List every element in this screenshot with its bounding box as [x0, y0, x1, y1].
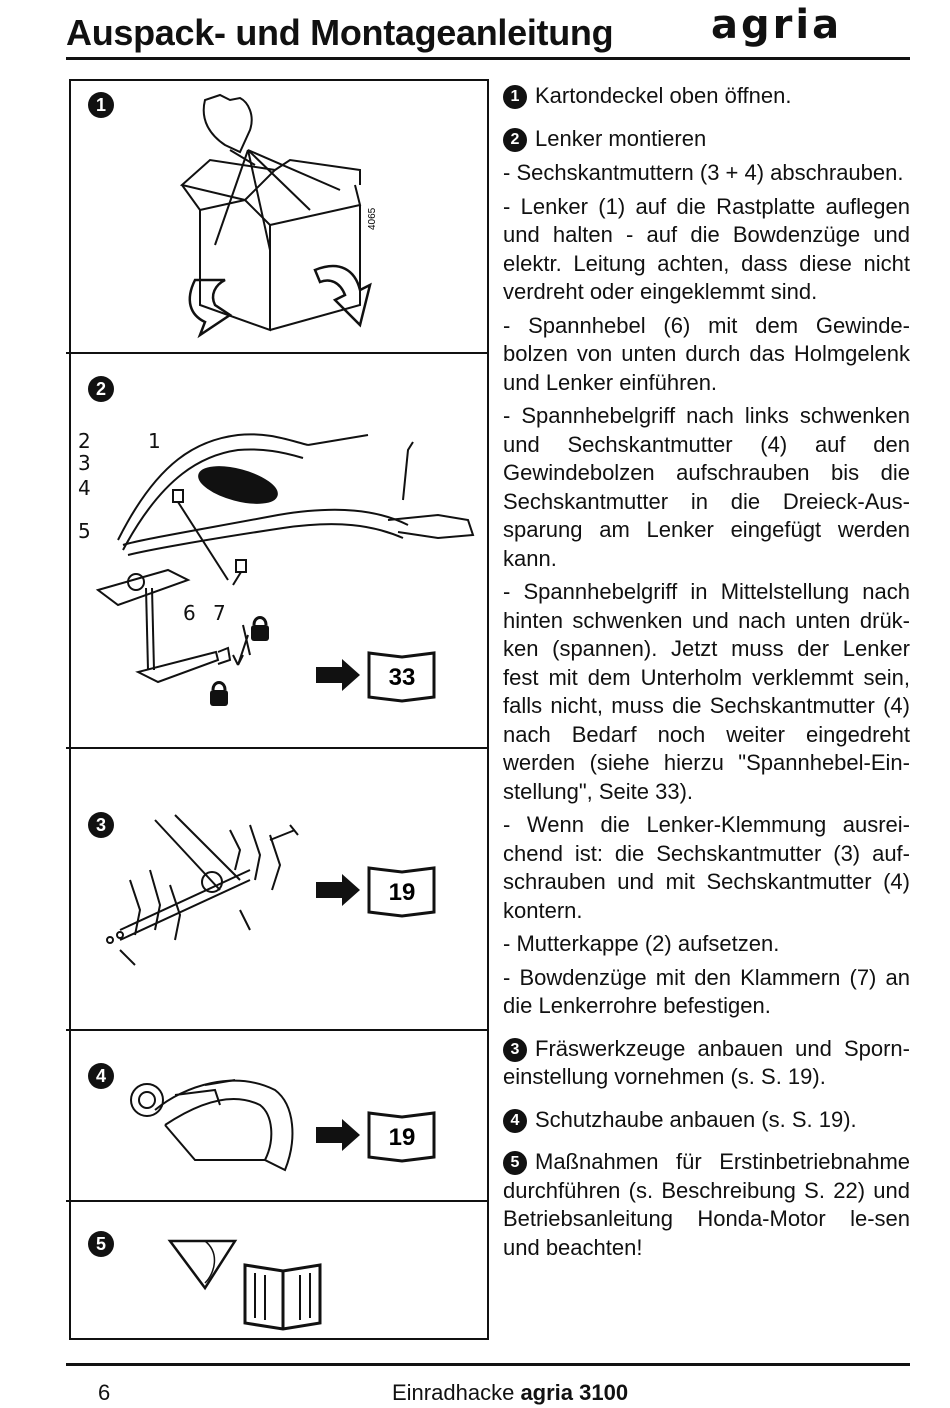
book-page-number: 19: [388, 879, 416, 906]
footer-prefix: Einradhacke: [392, 1380, 515, 1405]
step-2-item: - Spannhebel (6) mit dem Gewinde-bolzen von unten durch das Holmgelenk und Lenker einführen.: [503, 312, 910, 395]
step-5: [503, 1148, 910, 1262]
lock-closed-icon: [210, 683, 228, 707]
figure-divider: [66, 1200, 489, 1202]
step-2-item: - Mutterkappe (2) aufsetzen.: [503, 931, 780, 956]
footer-product-name: agria 3100: [520, 1380, 629, 1405]
book-reference-icon: [314, 860, 444, 920]
part-label: 6: [183, 601, 196, 625]
part-label: 5: [78, 519, 91, 543]
part-label: 4: [78, 476, 91, 500]
part-label: 3: [78, 451, 91, 475]
figure-number-1: 1: [88, 92, 114, 118]
figure-divider: [66, 352, 489, 354]
part-label: 2: [78, 429, 91, 453]
step-2-item: - Sechskantmuttern (3 + 4) abschrauben.: [503, 160, 904, 185]
protective-cover-illustration: [125, 1060, 305, 1180]
step-number: 3: [503, 1038, 527, 1062]
book-reference-icon: [314, 645, 444, 705]
agria-logo: [711, 4, 886, 57]
step-2-item: - Spannhebelgriff in Mittelstellung nach hinten schwenken und nach unten drük-ken (spannen). Jetzt muss der Lenker fest mit dem Unterholm verklemmt sein, falls nicht, muss die Sechskantmutter (4) nach Bedarf noch weiter eingedreht werden (siehe hierzu "Spannhebel-Ein-stellung", Seite 33).: [503, 579, 910, 804]
book-reference-icon: [314, 1105, 444, 1165]
part-label: 1: [148, 429, 161, 453]
step-2-item: - Bowdenzüge mit den Klammern (7) an die Lenkerrohre befestigen.: [503, 964, 910, 1018]
step-text: Kartondeckel oben öffnen.: [535, 83, 792, 108]
step-number: 5: [503, 1151, 527, 1175]
book-page-number: 33: [388, 664, 416, 691]
open-box-illustration: [170, 90, 400, 340]
figure-divider: [66, 747, 489, 749]
step-number: 4: [503, 1109, 527, 1133]
step-text: Schutzhaube anbauen (s. S. 19).: [535, 1106, 857, 1132]
header-rule: [66, 57, 910, 60]
figure-number-5: 5: [88, 1231, 114, 1257]
figure-number-4: 4: [88, 1063, 114, 1089]
manual-book-icon: [245, 1265, 320, 1329]
step-4: [503, 1106, 910, 1135]
step-title: Lenker montieren: [535, 125, 707, 151]
funnel-and-manual-illustration: [165, 1233, 345, 1333]
page-number: 6: [98, 1380, 111, 1405]
step-number: 1: [503, 85, 527, 109]
logo-text: agria: [711, 4, 843, 48]
step-2-item: - Lenker (1) auf die Rastplatte auflegen und halten - auf die Bowdenzüge und elektr. Leitung achten, dass diese nicht verdreht oder eingeklemmt sind.: [503, 193, 910, 304]
footer-rule: [66, 1363, 910, 1366]
tiller-tools-illustration: [100, 810, 320, 970]
figure-code-label: 4065: [367, 207, 378, 230]
step-2-heading: [503, 125, 910, 154]
step-2-item: - Spannhebelgriff nach links schwenken und Sechskantmutter (4) auf den Gewindebolzen aufschrauben bis die Sechskantmutter in die Dreieck-Aus-sparung am Lenker eingefügt werden kann.: [503, 403, 910, 571]
footer-product: [392, 1380, 628, 1406]
funnel-icon: [170, 1241, 235, 1288]
step-text: Fräswerkzeuge anbauen und Sporn-einstellung vornehmen (s. S. 19).: [503, 1035, 910, 1089]
part-label: 7: [213, 601, 226, 625]
step-number: 2: [503, 128, 527, 152]
step-text: Maßnahmen für Erstinbetriebnahme durchführen (s. Beschreibung S. 22) und Betriebsanleitung Honda-Motor le-sen und beachten!: [503, 1149, 910, 1260]
lock-open-icon: [251, 618, 269, 642]
figure-number-3: 3: [88, 812, 114, 838]
instruction-column: [503, 82, 910, 1267]
page-title: Auspack- und Montageanleitung: [66, 12, 614, 53]
figure-divider: [66, 1029, 489, 1031]
step-2-item: - Wenn die Lenker-Klemmung ausrei-chend ist: die Sechskantmutter (3) auf-schrauben und mit Sechskantmutter (4) kontern.: [503, 812, 910, 923]
book-page-number: 19: [388, 1124, 416, 1151]
step-3: [503, 1035, 910, 1092]
figure-number-2: 2: [88, 376, 114, 402]
step-1: [503, 82, 910, 111]
